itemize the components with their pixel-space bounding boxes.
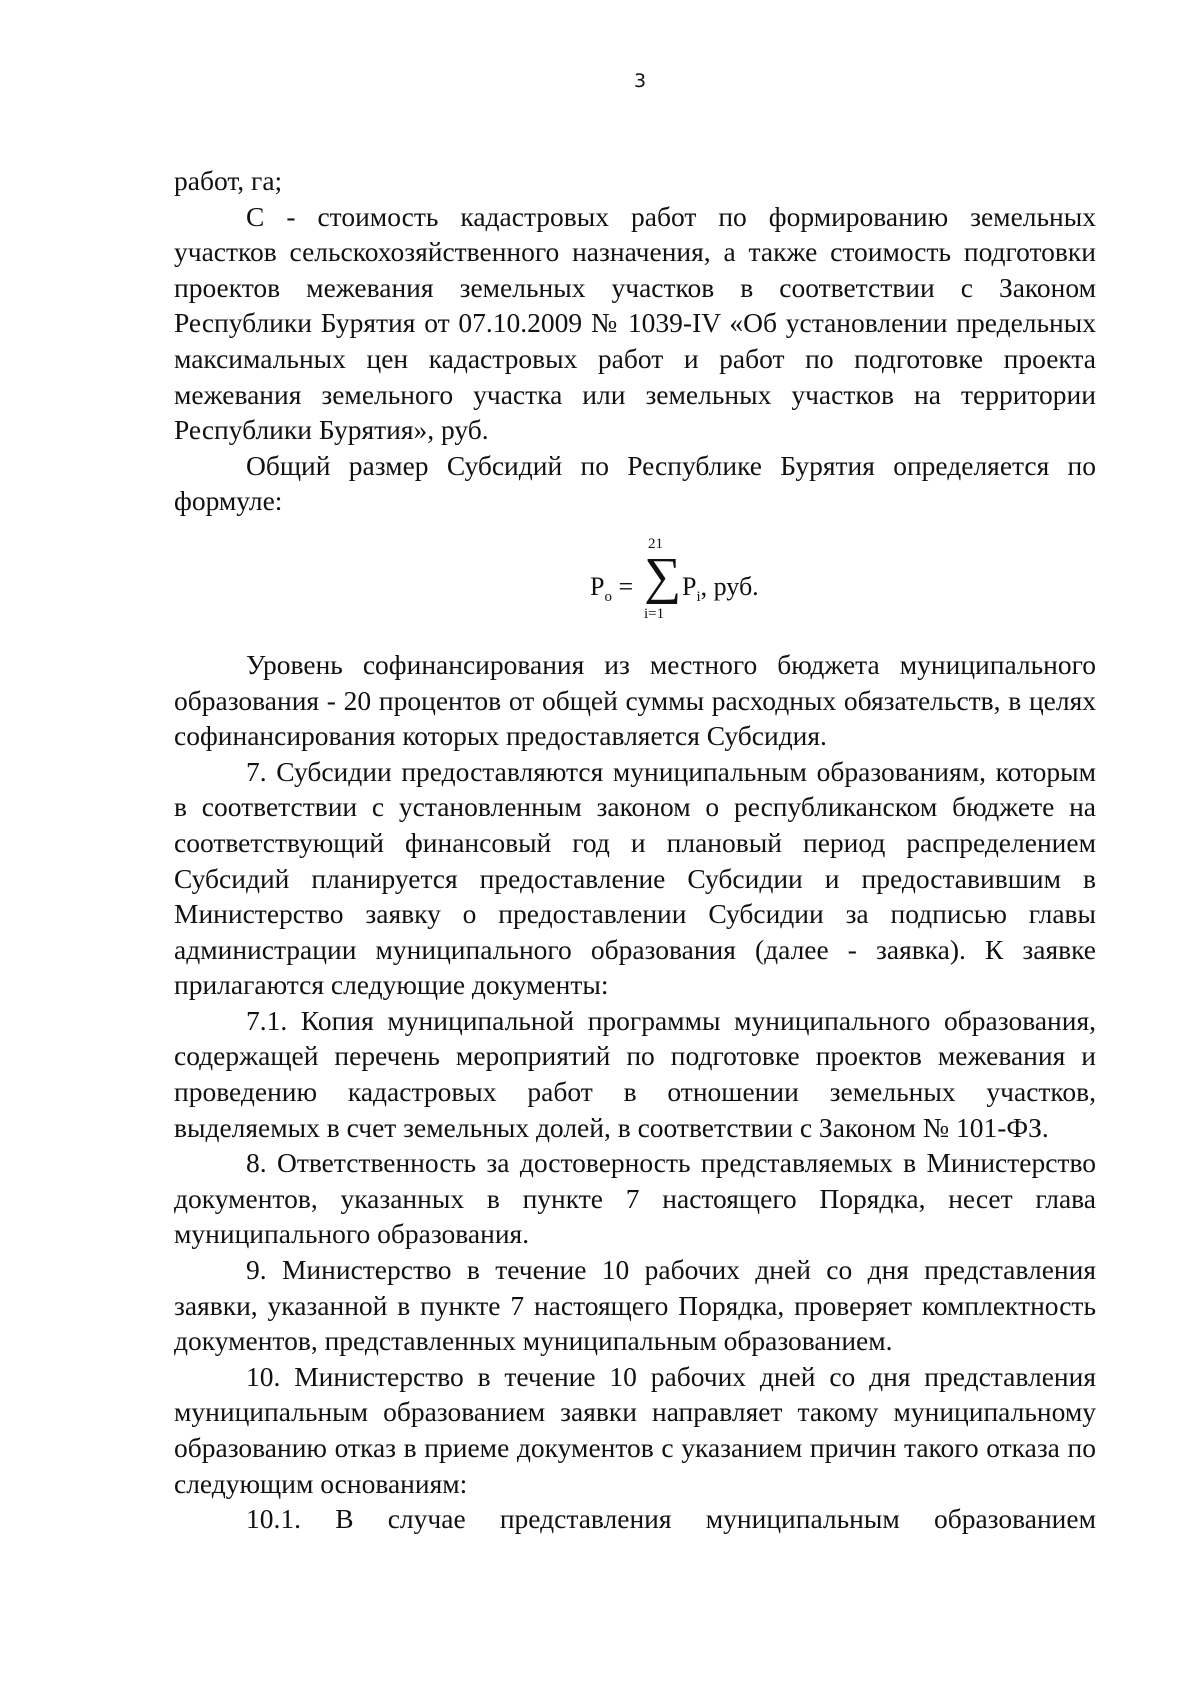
formula-term: $P_i$, руб. [682, 571, 759, 605]
paragraph-item-10-1: 10.1. В случае представления муниципальным образованием [246, 1503, 1096, 1535]
summation-formula [174, 519, 1096, 629]
document-body [174, 163, 1096, 1537]
formula-upper-limit: 21 [648, 535, 663, 552]
page-number: 3 [633, 70, 647, 92]
sigma-symbol: ∑ [644, 547, 682, 605]
paragraph-item-7-1: 7.1. Копия муниципальной программы муниципального образования, содержащей перечень мероприятий по подготовке проектов межевания и проведению кадастровых работ в отношении земельных участков, выделяемых в счет земельных долей, в соответствии с Законом № 101-ФЗ. [174, 1004, 1096, 1143]
formula-lower-limit: i=1 [644, 605, 665, 622]
paragraph-item-7: 7. Субсидии предоставляются муниципальным образованиям, которым в соответствии с установленным законом о республиканском бюджете на соответствующий финансовый год и плановый период распределением Субсидий планируется предоставление Субсидии и предоставившим в Министерство заявку о предоставлении Субсидии за подписью главы администрации муниципального образования (далее - заявка). К заявке прилагаются следующие документы: [174, 755, 1096, 1001]
paragraph-total-subsidy: Общий размер Субсидий по Республике Бурятия определяется по формуле: [174, 449, 1096, 517]
paragraph-continuation: работ, га; [174, 165, 283, 196]
paragraph-cost-definition: С - стоимость кадастровых работ по формированию земельных участков сельскохозяйственного назначения, а также стоимость подготовки проектов межевания земельных участков в соответствии с Законом Республики Бурятия от 07.10.2009 № 1039-IV «Об установлении предельных максимальных цен кадастровых работ и работ по подготовке проекта межевания земельного участка или земельных участков на территории Республики Бурятия», руб. [174, 200, 1096, 446]
paragraph-item-9: 9. Министерство в течение 10 рабочих дней со дня представления заявки, указанной в пункте 7 настоящего Порядка, проверяет комплектность документов, представленных муниципальным образованием. [174, 1254, 1096, 1357]
paragraph-item-10: 10. Министерство в течение 10 рабочих дней со дня представления муниципальным образованием заявки направляет такому муниципальному образованию отказ в приеме документов с указанием причин такого отказа по следующим основаниям: [174, 1360, 1096, 1499]
formula-lhs: $P_o$ = [590, 571, 634, 605]
paragraph-item-8: 8. Ответственность за достоверность представляемых в Министерство документов, указанных в пункте 7 настоящего Порядка, несет глава муниципального образования. [174, 1147, 1096, 1250]
paragraph-cofinancing: Уровень софинансирования из местного бюджета муниципального образования - 20 процентов от общей суммы расходных обязательств, в целях софинансирования которых предоставляется Субсидия. [174, 648, 1096, 752]
